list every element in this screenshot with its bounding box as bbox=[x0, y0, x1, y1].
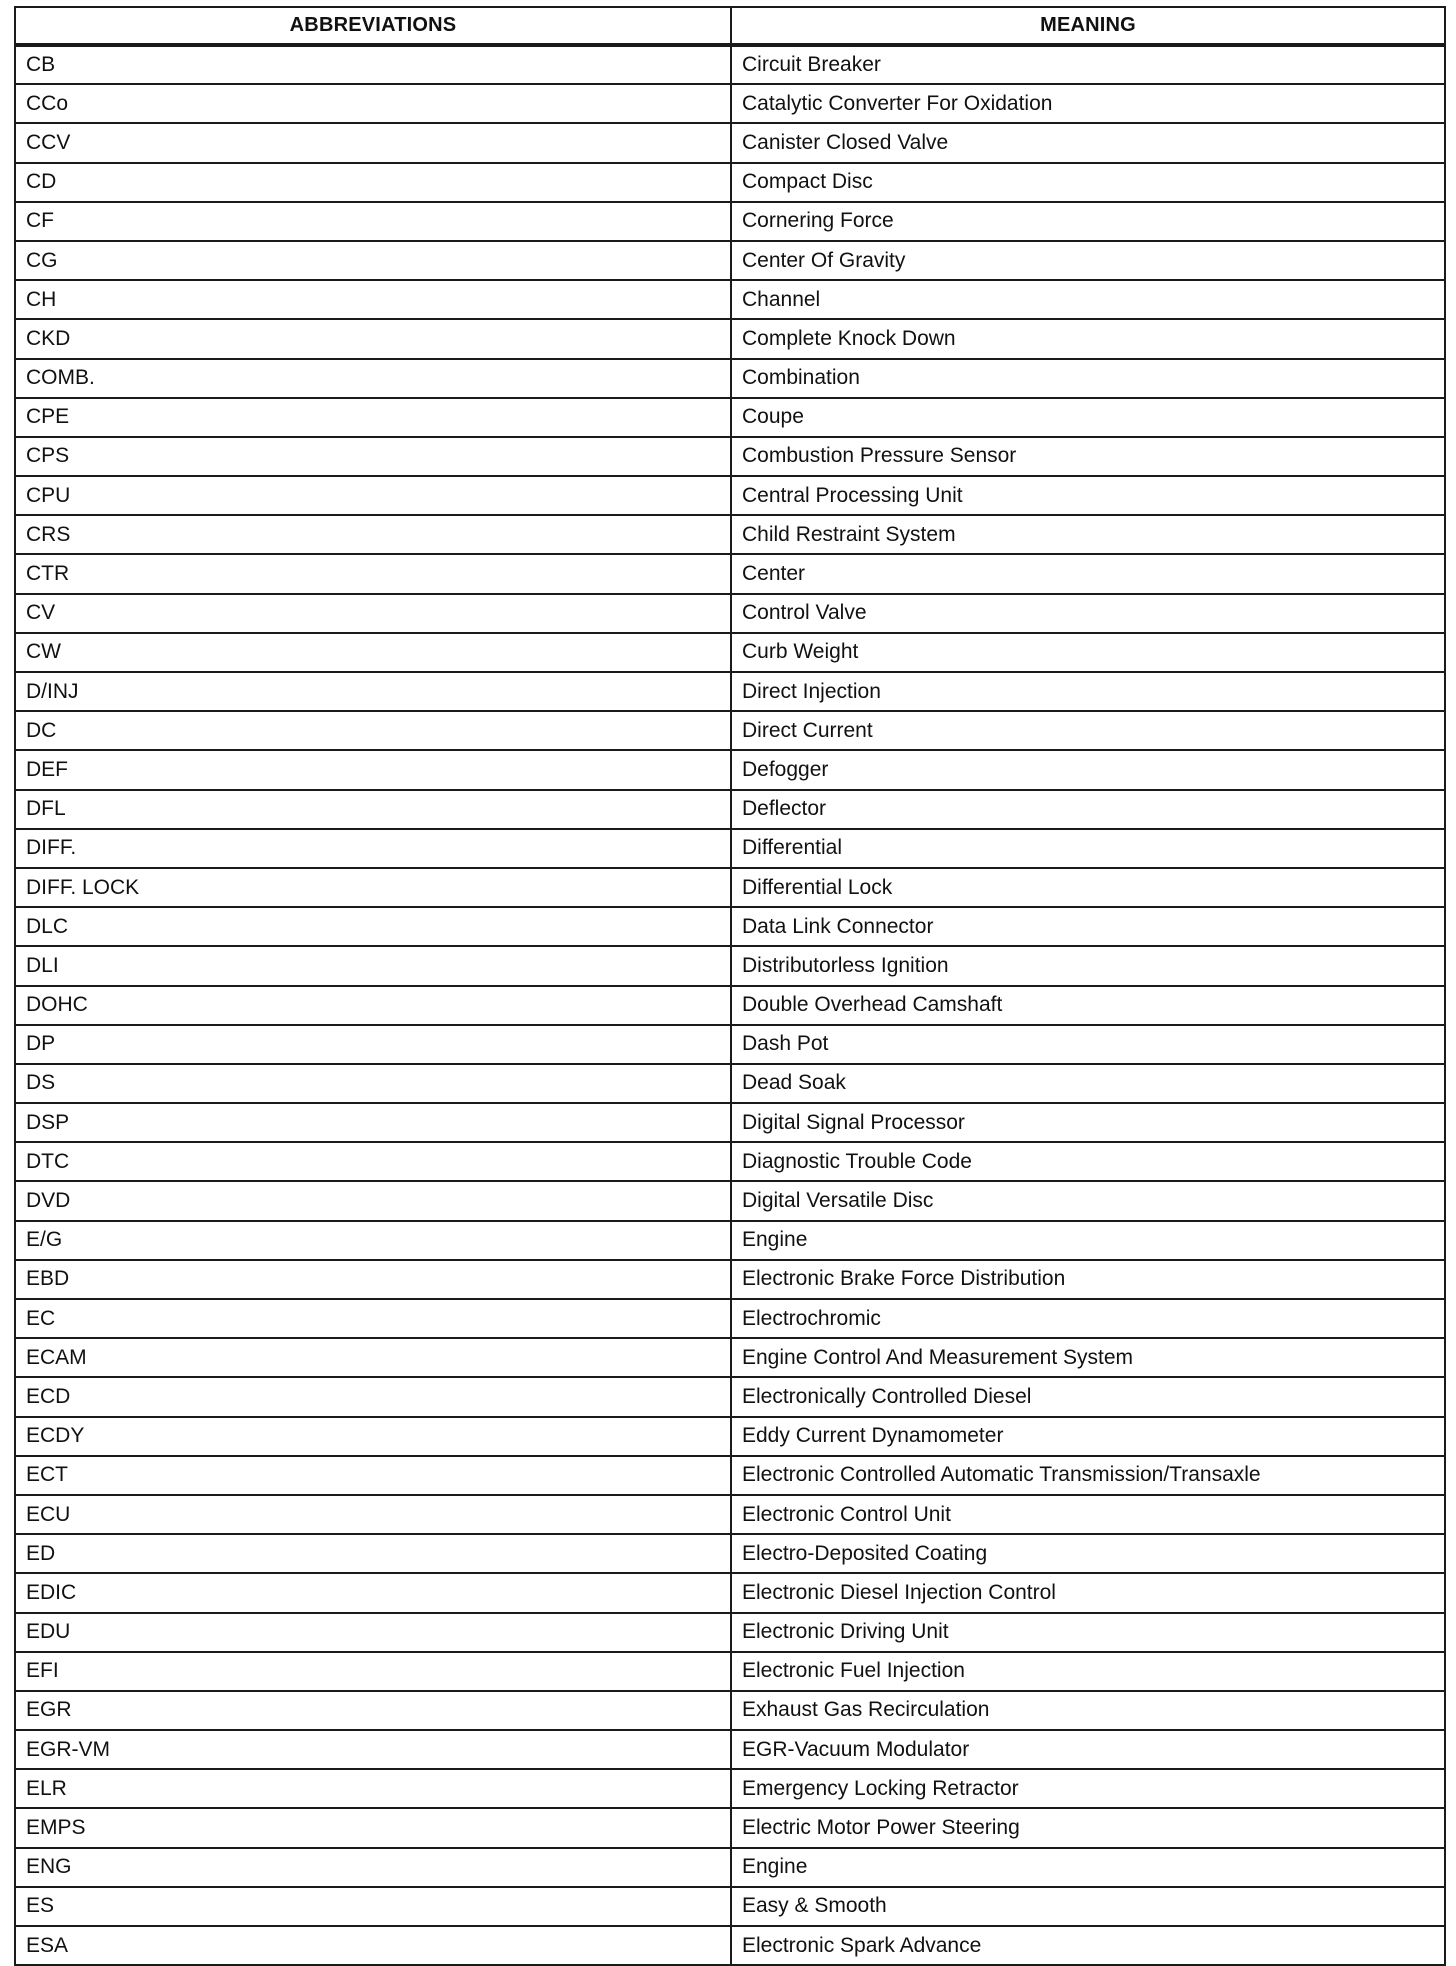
meaning-cell: Electronic Driving Unit bbox=[731, 1613, 1445, 1652]
abbreviation-cell: CPU bbox=[15, 476, 731, 515]
table-row bbox=[15, 829, 1445, 868]
table-row bbox=[15, 1926, 1445, 1965]
table-row bbox=[15, 1613, 1445, 1652]
meaning-cell: Electrochromic bbox=[731, 1299, 1445, 1338]
meaning-cell: Center bbox=[731, 554, 1445, 593]
abbreviation-cell: COMB. bbox=[15, 359, 731, 398]
table-row bbox=[15, 280, 1445, 319]
abbreviation-cell: DSP bbox=[15, 1103, 731, 1142]
abbreviations-table bbox=[14, 6, 1446, 1966]
table-row bbox=[15, 1456, 1445, 1495]
abbreviation-cell: DS bbox=[15, 1064, 731, 1103]
abbreviation-cell: CH bbox=[15, 280, 731, 319]
meaning-cell: Electronic Fuel Injection bbox=[731, 1652, 1445, 1691]
table-row bbox=[15, 202, 1445, 241]
abbreviation-cell: DP bbox=[15, 1025, 731, 1064]
table-row bbox=[15, 1887, 1445, 1926]
table-row bbox=[15, 1025, 1445, 1064]
abbreviation-cell: DFL bbox=[15, 790, 731, 829]
table-row bbox=[15, 1221, 1445, 1260]
meaning-cell: Engine bbox=[731, 1221, 1445, 1260]
abbreviation-cell: CG bbox=[15, 241, 731, 280]
abbreviation-cell: ECDY bbox=[15, 1417, 731, 1456]
abbreviation-cell: DLC bbox=[15, 907, 731, 946]
abbreviation-cell: ECAM bbox=[15, 1338, 731, 1377]
header-meaning: MEANING bbox=[731, 7, 1445, 45]
meaning-cell: Curb Weight bbox=[731, 633, 1445, 672]
table-row bbox=[15, 750, 1445, 789]
table-row bbox=[15, 986, 1445, 1025]
abbreviation-cell: EFI bbox=[15, 1652, 731, 1691]
table-row bbox=[15, 476, 1445, 515]
meaning-cell: Control Valve bbox=[731, 594, 1445, 633]
table-row bbox=[15, 1181, 1445, 1220]
abbreviation-cell: DOHC bbox=[15, 986, 731, 1025]
abbreviation-cell: DIFF. LOCK bbox=[15, 868, 731, 907]
meaning-cell: Electronic Controlled Automatic Transmission/Transaxle bbox=[731, 1456, 1445, 1495]
abbreviation-cell: DLI bbox=[15, 946, 731, 985]
abbreviation-cell: CKD bbox=[15, 319, 731, 358]
abbreviation-cell: CRS bbox=[15, 515, 731, 554]
meaning-cell: Distributorless Ignition bbox=[731, 946, 1445, 985]
meaning-cell: Channel bbox=[731, 280, 1445, 319]
meaning-cell: Double Overhead Camshaft bbox=[731, 986, 1445, 1025]
abbreviation-cell: ECD bbox=[15, 1377, 731, 1416]
abbreviation-cell: CV bbox=[15, 594, 731, 633]
table-row bbox=[15, 1417, 1445, 1456]
abbreviation-cell: D/INJ bbox=[15, 672, 731, 711]
table-row bbox=[15, 868, 1445, 907]
abbreviation-cell: EBD bbox=[15, 1260, 731, 1299]
meaning-cell: Direct Injection bbox=[731, 672, 1445, 711]
abbreviation-cell: CW bbox=[15, 633, 731, 672]
abbreviation-cell: CCo bbox=[15, 84, 731, 123]
abbreviation-cell: CCV bbox=[15, 123, 731, 162]
meaning-cell: Digital Versatile Disc bbox=[731, 1181, 1445, 1220]
abbreviation-cell: CF bbox=[15, 202, 731, 241]
abbreviation-cell: EDIC bbox=[15, 1573, 731, 1612]
abbreviation-cell: ED bbox=[15, 1534, 731, 1573]
meaning-cell: Direct Current bbox=[731, 711, 1445, 750]
abbreviations-table-container bbox=[14, 6, 1444, 1966]
table-row bbox=[15, 711, 1445, 750]
abbreviation-cell: DIFF. bbox=[15, 829, 731, 868]
abbreviation-cell: ECT bbox=[15, 1456, 731, 1495]
table-row bbox=[15, 1142, 1445, 1181]
meaning-cell: Child Restraint System bbox=[731, 515, 1445, 554]
meaning-cell: Deflector bbox=[731, 790, 1445, 829]
table-row bbox=[15, 1848, 1445, 1887]
meaning-cell: Electronic Brake Force Distribution bbox=[731, 1260, 1445, 1299]
table-row bbox=[15, 554, 1445, 593]
abbreviation-cell: E/G bbox=[15, 1221, 731, 1260]
meaning-cell: Electronically Controlled Diesel bbox=[731, 1377, 1445, 1416]
meaning-cell: Canister Closed Valve bbox=[731, 123, 1445, 162]
meaning-cell: EGR-Vacuum Modulator bbox=[731, 1730, 1445, 1769]
meaning-cell: Compact Disc bbox=[731, 163, 1445, 202]
table-row bbox=[15, 946, 1445, 985]
abbreviation-cell: EGR bbox=[15, 1691, 731, 1730]
abbreviation-cell: EMPS bbox=[15, 1808, 731, 1847]
meaning-cell: Complete Knock Down bbox=[731, 319, 1445, 358]
table-row bbox=[15, 84, 1445, 123]
table-row bbox=[15, 1730, 1445, 1769]
table-row bbox=[15, 123, 1445, 162]
meaning-cell: Electric Motor Power Steering bbox=[731, 1808, 1445, 1847]
abbreviation-cell: ENG bbox=[15, 1848, 731, 1887]
table-row bbox=[15, 672, 1445, 711]
abbreviation-cell: DC bbox=[15, 711, 731, 750]
meaning-cell: Electronic Diesel Injection Control bbox=[731, 1573, 1445, 1612]
table-row bbox=[15, 1534, 1445, 1573]
table-header-row bbox=[15, 7, 1445, 45]
table-body bbox=[15, 45, 1445, 1965]
meaning-cell: Dash Pot bbox=[731, 1025, 1445, 1064]
abbreviation-cell: CB bbox=[15, 45, 731, 84]
table-row bbox=[15, 1299, 1445, 1338]
meaning-cell: Exhaust Gas Recirculation bbox=[731, 1691, 1445, 1730]
table-row bbox=[15, 319, 1445, 358]
table-row bbox=[15, 790, 1445, 829]
abbreviation-cell: DEF bbox=[15, 750, 731, 789]
table-row bbox=[15, 1103, 1445, 1142]
table-row bbox=[15, 359, 1445, 398]
table-row bbox=[15, 437, 1445, 476]
meaning-cell: Easy & Smooth bbox=[731, 1887, 1445, 1926]
meaning-cell: Cornering Force bbox=[731, 202, 1445, 241]
meaning-cell: Dead Soak bbox=[731, 1064, 1445, 1103]
meaning-cell: Center Of Gravity bbox=[731, 241, 1445, 280]
table-row bbox=[15, 594, 1445, 633]
abbreviation-cell: CTR bbox=[15, 554, 731, 593]
abbreviation-cell: ECU bbox=[15, 1495, 731, 1534]
table-row bbox=[15, 1652, 1445, 1691]
abbreviation-cell: DVD bbox=[15, 1181, 731, 1220]
abbreviation-cell: EDU bbox=[15, 1613, 731, 1652]
table-row bbox=[15, 633, 1445, 672]
meaning-cell: Combination bbox=[731, 359, 1445, 398]
abbreviation-cell: EC bbox=[15, 1299, 731, 1338]
abbreviation-cell: CPE bbox=[15, 398, 731, 437]
abbreviation-cell: ES bbox=[15, 1887, 731, 1926]
meaning-cell: Engine bbox=[731, 1848, 1445, 1887]
table-row bbox=[15, 515, 1445, 554]
meaning-cell: Circuit Breaker bbox=[731, 45, 1445, 84]
meaning-cell: Catalytic Converter For Oxidation bbox=[731, 84, 1445, 123]
meaning-cell: Electro-Deposited Coating bbox=[731, 1534, 1445, 1573]
meaning-cell: Emergency Locking Retractor bbox=[731, 1769, 1445, 1808]
table-row bbox=[15, 1377, 1445, 1416]
meaning-cell: Data Link Connector bbox=[731, 907, 1445, 946]
abbreviation-cell: CD bbox=[15, 163, 731, 202]
meaning-cell: Differential Lock bbox=[731, 868, 1445, 907]
meaning-cell: Central Processing Unit bbox=[731, 476, 1445, 515]
table-row bbox=[15, 163, 1445, 202]
table-row bbox=[15, 1573, 1445, 1612]
table-row bbox=[15, 398, 1445, 437]
table-row bbox=[15, 1808, 1445, 1847]
table-row bbox=[15, 1495, 1445, 1534]
table-row bbox=[15, 907, 1445, 946]
meaning-cell: Engine Control And Measurement System bbox=[731, 1338, 1445, 1377]
meaning-cell: Digital Signal Processor bbox=[731, 1103, 1445, 1142]
header-abbreviations: ABBREVIATIONS bbox=[15, 7, 731, 45]
abbreviation-cell: EGR-VM bbox=[15, 1730, 731, 1769]
table-row bbox=[15, 1260, 1445, 1299]
meaning-cell: Combustion Pressure Sensor bbox=[731, 437, 1445, 476]
meaning-cell: Defogger bbox=[731, 750, 1445, 789]
abbreviation-cell: ELR bbox=[15, 1769, 731, 1808]
table-row bbox=[15, 45, 1445, 84]
meaning-cell: Coupe bbox=[731, 398, 1445, 437]
meaning-cell: Electronic Control Unit bbox=[731, 1495, 1445, 1534]
abbreviation-cell: DTC bbox=[15, 1142, 731, 1181]
table-row bbox=[15, 1064, 1445, 1103]
table-row bbox=[15, 1338, 1445, 1377]
table-row bbox=[15, 1691, 1445, 1730]
meaning-cell: Electronic Spark Advance bbox=[731, 1926, 1445, 1965]
table-row bbox=[15, 1769, 1445, 1808]
abbreviation-cell: ESA bbox=[15, 1926, 731, 1965]
abbreviation-cell: CPS bbox=[15, 437, 731, 476]
meaning-cell: Differential bbox=[731, 829, 1445, 868]
meaning-cell: Diagnostic Trouble Code bbox=[731, 1142, 1445, 1181]
meaning-cell: Eddy Current Dynamometer bbox=[731, 1417, 1445, 1456]
table-row bbox=[15, 241, 1445, 280]
